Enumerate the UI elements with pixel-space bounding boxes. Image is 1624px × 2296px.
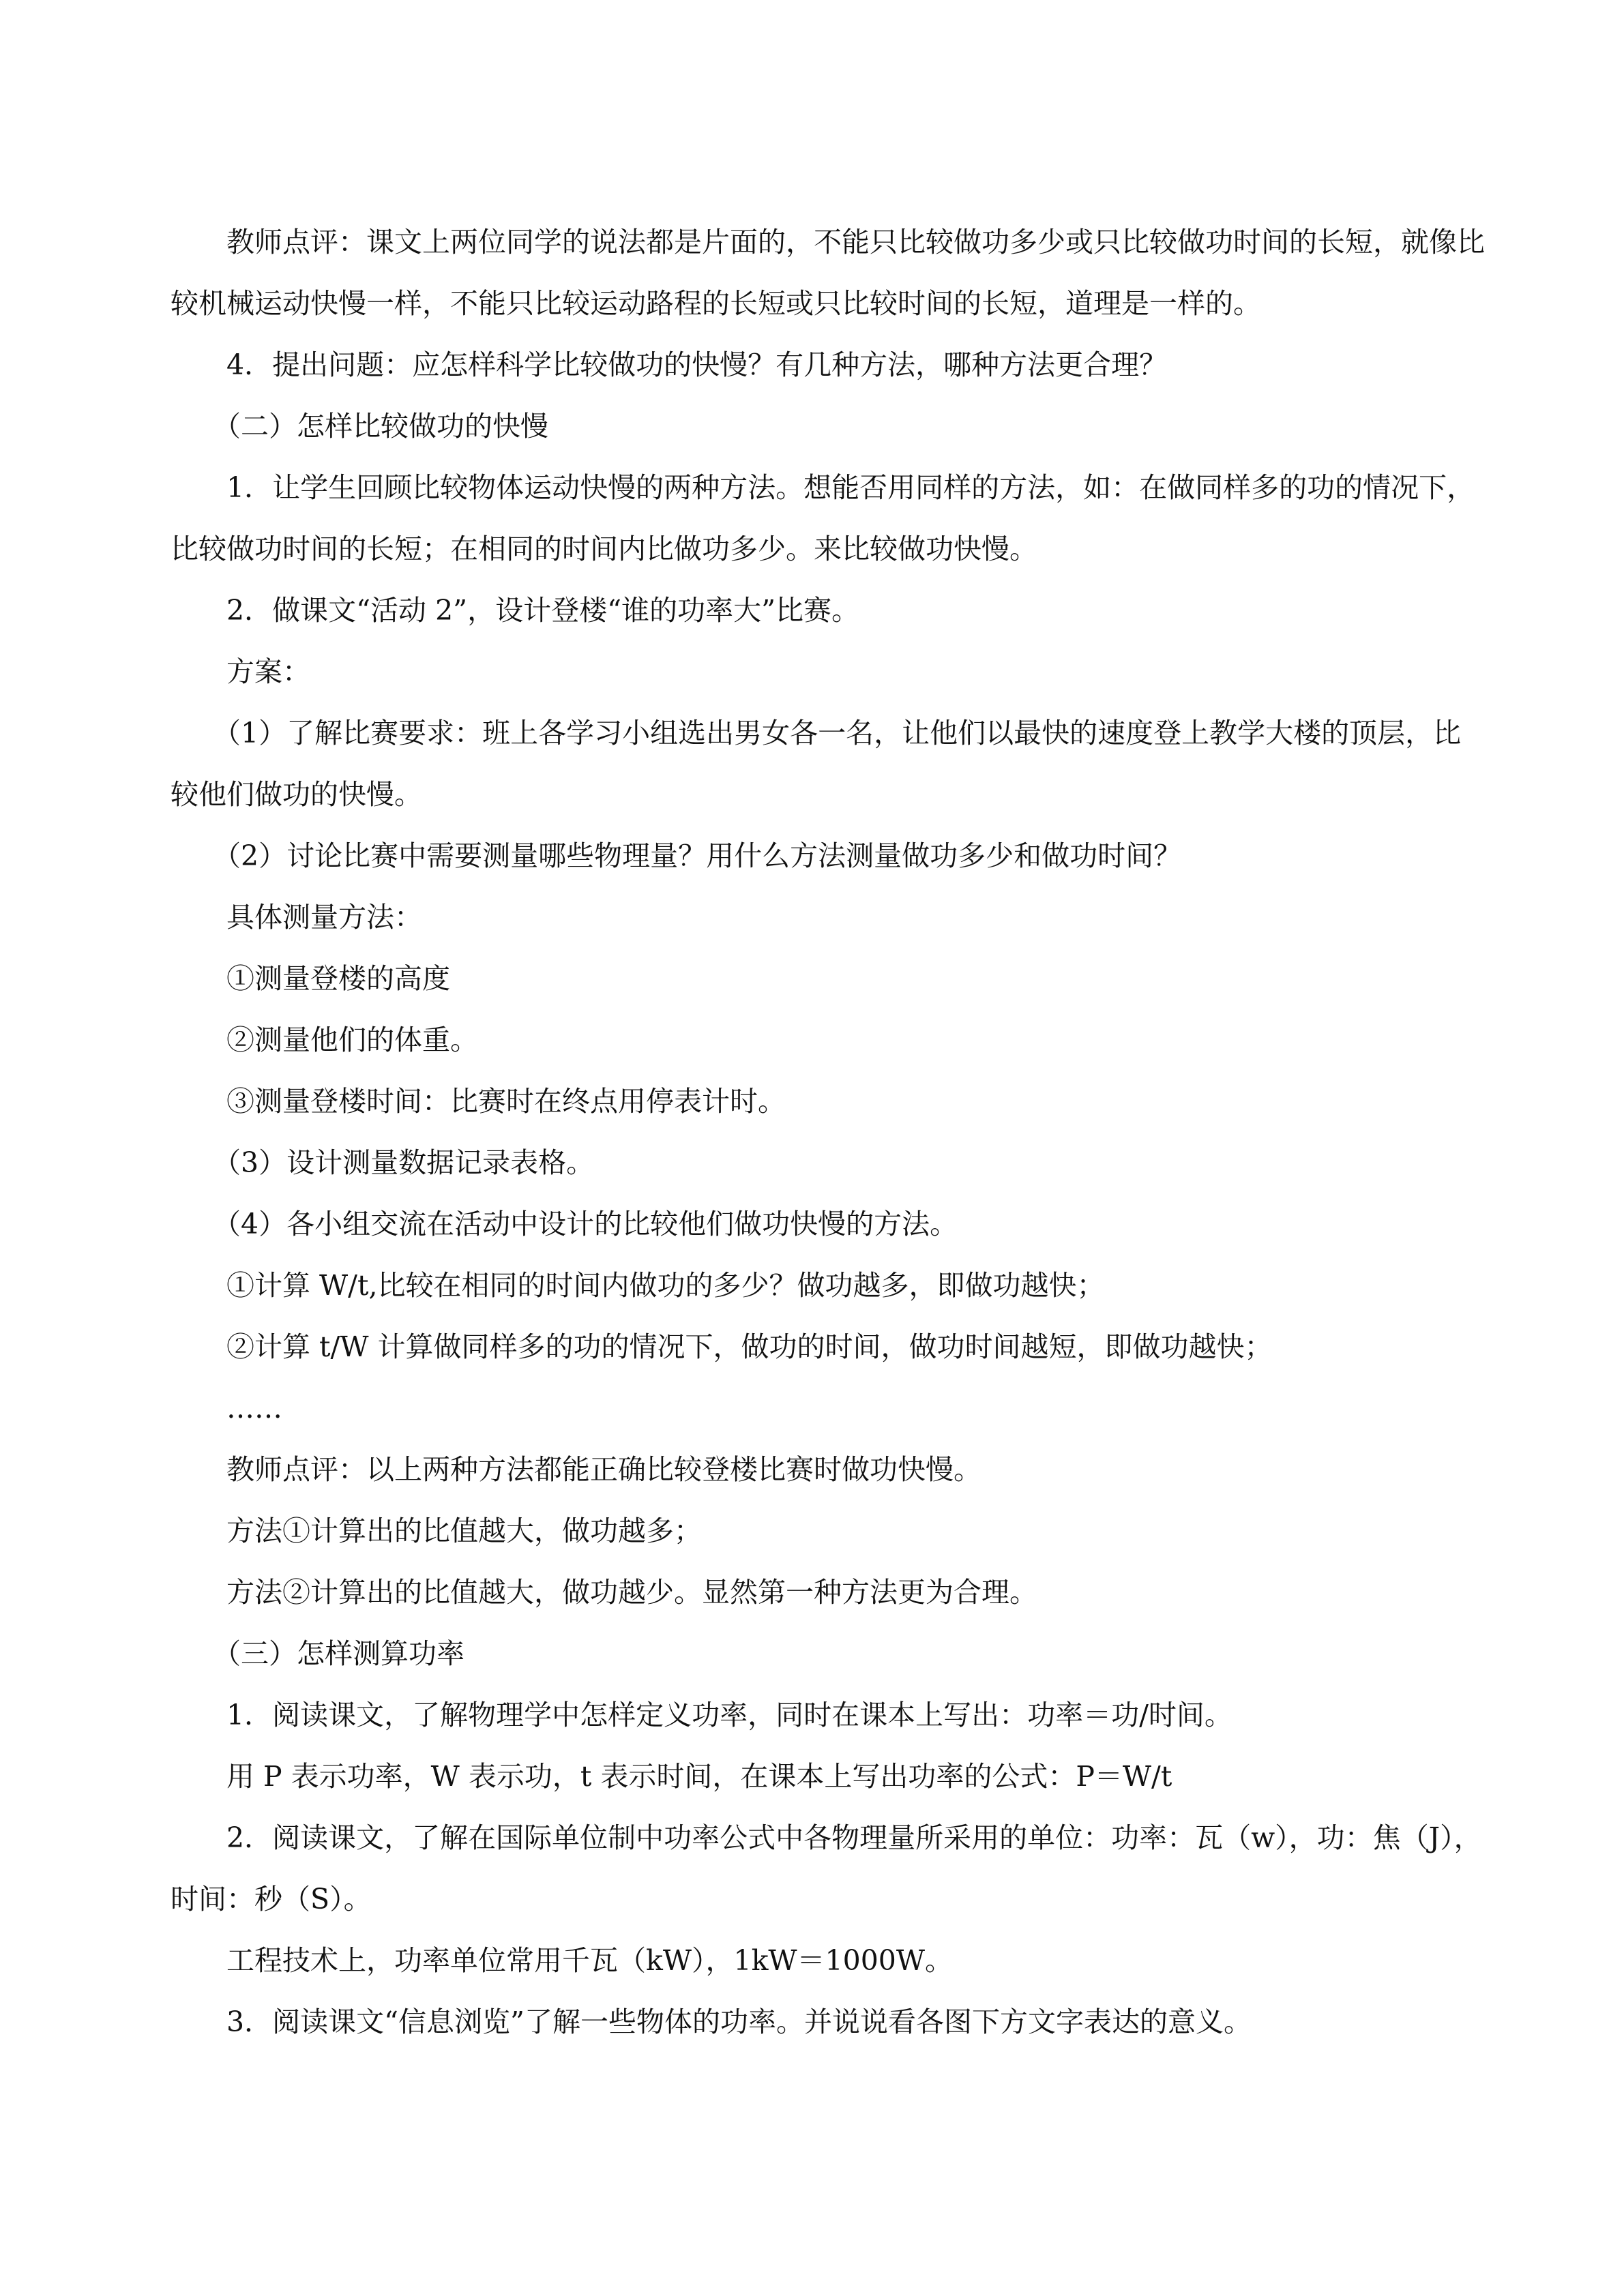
paragraph-measure-3: ③测量登楼时间：比赛时在终点用停表计时。	[226, 1085, 786, 1118]
paragraph-engineering-unit: 工程技术上，功率单位常用千瓦（kW），1kW＝1000W。	[226, 1944, 954, 1977]
paragraph-read-2: 2．阅读课文，了解在国际单位制中功率公式中各物理量所采用的单位：功率：瓦（w），功：焦（J），时间：秒（S）。	[171, 1821, 1482, 1915]
section-heading-3: （三）怎样测算功率	[213, 1637, 464, 1670]
paragraph-read-1: 1．阅读课文，了解物理学中怎样定义功率，同时在课本上写出：功率＝功/时间。	[226, 1699, 1232, 1731]
paragraph-item-1: 1．让学生回顾比较物体运动快慢的两种方法。想能否用同样的方法，如：在做同样多的功的情况下，比较做功时间的长短；在相同的时间内比做功多少。来比较做功快慢。	[171, 471, 1475, 565]
paragraph-measure-1: ①测量登楼的高度	[226, 962, 450, 995]
paragraph-calc-1: ①计算 W/t,比较在相同的时间内做功的多少？做功越多，即做功越快；	[226, 1269, 1105, 1302]
paragraph-question-4: 4．提出问题：应怎样科学比较做功的快慢？有几种方法，哪种方法更合理？	[226, 348, 1168, 381]
paragraph-method-2-result: 方法②计算出的比值越大，做功越少。显然第一种方法更为合理。	[226, 1576, 1037, 1609]
paragraph-step-1: （1）了解比赛要求：班上各学习小组选出男女各一名，让他们以最快的速度登上教学大楼的顶层，比较他们做功的快慢。	[171, 717, 1462, 811]
paragraph-step-2: （2）讨论比赛中需要测量哪些物理量？用什么方法测量做功多少和做功时间？	[213, 839, 1182, 872]
paragraph-method-1-result: 方法①计算出的比值越大，做功越多；	[226, 1515, 702, 1547]
paragraph-item-2: 2．做课文“活动 2”，设计登楼“谁的功率大”比赛。	[226, 594, 860, 627]
paragraph-read-3: 3．阅读课文“信息浏览”了解一些物体的功率。并说说看各图下方文字表达的意义。	[226, 2006, 1252, 2038]
paragraph-method-label: 具体测量方法：	[226, 901, 422, 934]
paragraph-measure-2: ②测量他们的体重。	[226, 1024, 478, 1056]
paragraph-step-4: （4）各小组交流在活动中设计的比较他们做功快慢的方法。	[213, 1208, 958, 1240]
paragraph-formula: 用 P 表示功率，W 表示功，t 表示时间，在课本上写出功率的公式：P＝W/t	[226, 1760, 1172, 1793]
paragraph-calc-2: ②计算 t/W 计算做同样多的功的情况下，做功的时间，做功时间越短，即做功越快；	[226, 1330, 1273, 1363]
paragraph-step-3: （3）设计测量数据记录表格。	[213, 1146, 595, 1179]
paragraph-teacher-comment-2: 教师点评：以上两种方法都能正确比较登楼比赛时做功快慢。	[226, 1453, 981, 1486]
paragraph-ellipsis: ……	[226, 1392, 282, 1425]
document-body	[171, 211, 1487, 2053]
paragraph-teacher-comment-1: 教师点评：课文上两位同学的说法都是片面的，不能只比较做功多少或只比较做功时间的长短，就像比较机械运动快慢一样，不能只比较运动路程的长短或只比较时间的长短，道理是一样的。	[171, 226, 1485, 320]
paragraph-plan-label: 方案：	[226, 655, 310, 688]
section-heading-2: （二）怎样比较做功的快慢	[213, 410, 548, 443]
